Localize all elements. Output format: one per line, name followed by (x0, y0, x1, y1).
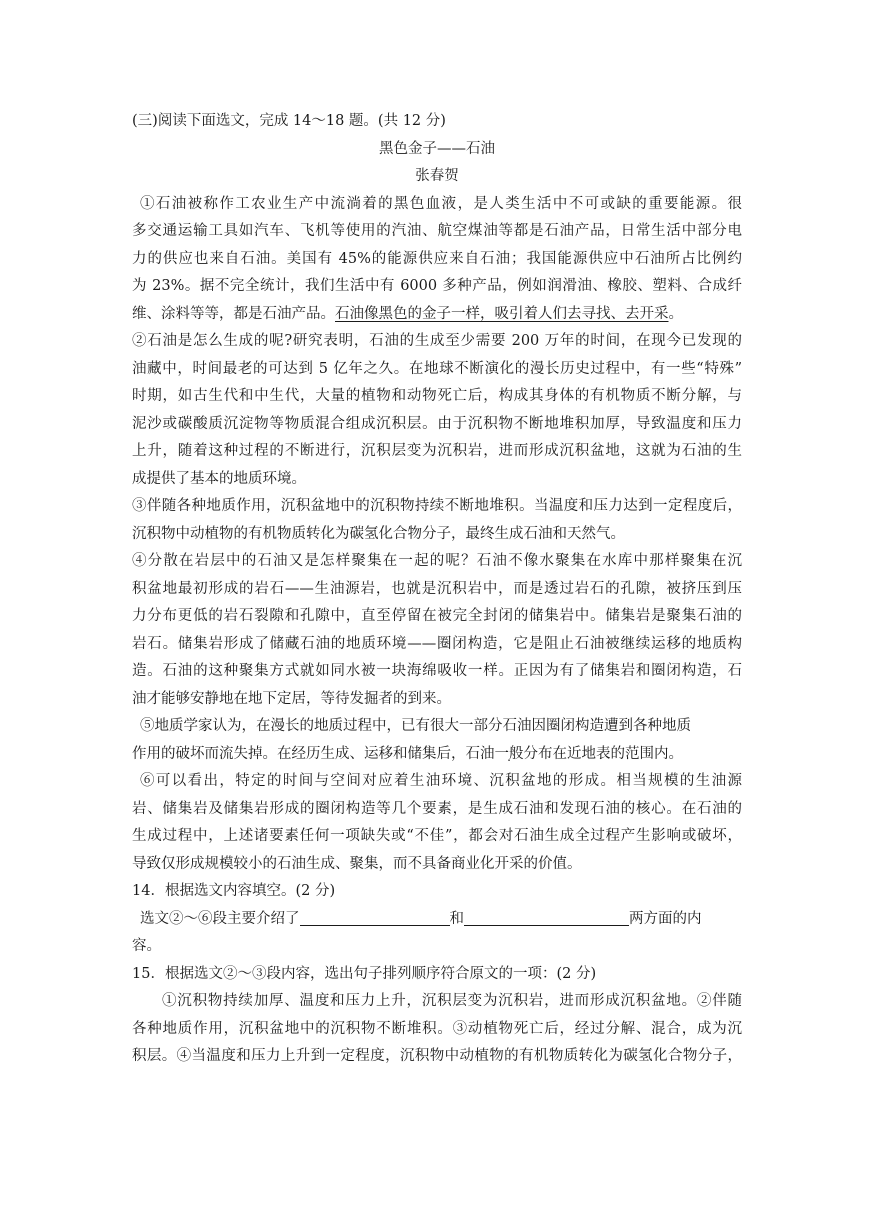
paragraph-1-line: 为 23%。据不完全统计，我们生活中有 6000 多种产品，例如润滑油、橡胶、塑料、合成纤 (132, 278, 742, 294)
question-15-title: 15．根据选文②～③段内容，选出句子排列顺序符合原文的一项：(2 分) (132, 965, 597, 982)
question-15-line: ①沉积物持续加厚、温度和压力上升，沉积层变为沉积岩，进而形成沉积盆地。②伴随 (162, 993, 742, 1009)
article-title: 黑色金子——石油 (379, 140, 495, 157)
answer-blank-1[interactable] (300, 909, 450, 926)
article-author: 张春贺 (415, 168, 459, 184)
question-14-text: 和 (449, 910, 464, 927)
question-15-line: 积层。④当温度和压力上升到一定程度，沉积物中动植物的有机物质转化为碳氢化合物分子， (132, 1048, 742, 1064)
paragraph-4-line: 油才能够安静地在地下定居，等待发掘者的到来。 (132, 690, 451, 707)
paragraph-5-line: ⑤地质学家认为，在漫长的地质过程中，已有很大一部分石油因圈闭构造遭到各种地质 (140, 718, 691, 734)
paragraph-2-line: 时期，如古生代和中生代，大量的植物和动物死亡后，构成其身体的有机物质不断分解，与 (132, 388, 742, 404)
paragraph-2-line: ②石油是怎么生成的呢?研究表明，石油的生成至少需要 200 万年的时间，在现今已发现的 (132, 333, 742, 349)
question-14-fill-line (132, 906, 742, 934)
paragraph-1-period: 。 (668, 305, 683, 322)
paragraph-2-line: 上升，随着这种过程的不断进行，沉积层变为沉积岩，进而形成沉积盆地，这就为石油的生 (132, 443, 742, 459)
paragraph-3-line: 沉积物中动植物的有机物质转化为碳氢化合物分子，最终生成石油和天然气。 (132, 525, 625, 542)
paragraph-2-line: 泥沙或碳酸质沉淀物等物质混合组成沉积层。由于沉积物不断地堆积加厚，导致温度和压力 (132, 415, 742, 432)
paragraph-2-line: 成提供了基本的地质环境。 (132, 470, 306, 487)
paragraph-4-line: 力分布更低的岩石裂隙和孔隙中，直至停留在被完全封闭的储集岩中。储集岩是聚集石油的 (132, 608, 742, 624)
question-14-text: 选文②～⑥段主要介绍了 (140, 910, 300, 927)
paragraph-6-line: 导致仅形成规模较小的石油生成、聚集，而不具备商业化开采的价值。 (132, 855, 582, 872)
question-15-line: 各种地质作用，沉积盆地中的沉积物不断堆积。③动植物死亡后，经过分解、混合，成为沉 (132, 1020, 742, 1037)
paragraph-4-line: 造。石油的这种聚集方式就如同水被一块海绵吸收一样。正因为有了储集岩和圈闭构造，石 (132, 663, 742, 679)
paragraph-3-line: ③伴随各种地质作用，沉积盆地中的沉积物持续不断地堆积。当温度和压力达到一定程度后， (132, 498, 742, 514)
paragraph-1-line: ①石油被称作工农业生产中流淌着的黑色血液，是人类生活中不可或缺的重要能源。很 (140, 195, 742, 212)
section-header: (三)阅读下面选文，完成 14～18 题。(共 12 分) (132, 113, 446, 129)
document-page (132, 108, 742, 1071)
paragraph-5-text: 分布在近地表的范围内。 (523, 745, 683, 762)
paragraph-4-line: 岩石。储集岩形成了储藏石油的地质环境——圈闭构造，它是阻止石油被继续运移的地质构 (132, 635, 742, 652)
underlined-sentence: 石油像黑色的金子一样，吸引着人们去寻找、去开采 (335, 305, 669, 322)
paragraph-1-text: 维、涂料等等，都是石油产品。 (132, 305, 335, 322)
paragraph-6-line: 生成过程中，上述诸要素任何一项缺失或“不佳”，都会对石油生成全过程产生影响或破坏， (132, 828, 742, 844)
paragraph-2-line: 油藏中，时间最老的可达到 5 亿年之久。在地球不断演化的漫长历史过程中，有一些“特殊” (132, 360, 742, 377)
paragraph-4-line: ④分散在岩层中的石油又是怎样聚集在一起的呢？石油不像水聚集在水库中那样聚集在沉 (132, 553, 742, 569)
paragraph-4-line: 积盆地最初形成的岩石——生油源岩，也就是沉积岩中，而是透过岩石的孔隙，被挤压到压 (132, 580, 742, 597)
paragraph-1-line: 力的供应也来自石油。美国有 45%的能源供应来自石油；我国能源供应中石油所占比例约 (132, 250, 742, 267)
question-14-end: 容。 (132, 938, 161, 954)
paragraph-6-line: ⑥可以看出，特定的时间与空间对应着生油环境、沉积盆地的形成。相当规模的生油源 (140, 773, 742, 789)
paragraph-5-line (132, 741, 742, 769)
question-14-text: 两方面的内 (629, 910, 702, 927)
answer-blank-2[interactable] (464, 909, 629, 926)
paragraph-1-last-line (132, 301, 742, 329)
paragraph-1-line: 多交通运输工具如汽车、飞机等使用的汽油、航空煤油等都是石油产品，日常生活中部分电 (132, 223, 742, 239)
dotted-emphasis-word: 一般 (494, 745, 524, 762)
paragraph-6-line: 岩、储集岩及储集岩形成的圈闭构造等几个要素，是生成石油和发现石油的核心。在石油的 (132, 800, 742, 817)
question-14-title: 14．根据选文内容填空。(2 分) (132, 883, 336, 899)
paragraph-5-text: 作用的破坏而流失掉。在经历生成、运移和储集后，石油 (132, 745, 495, 762)
